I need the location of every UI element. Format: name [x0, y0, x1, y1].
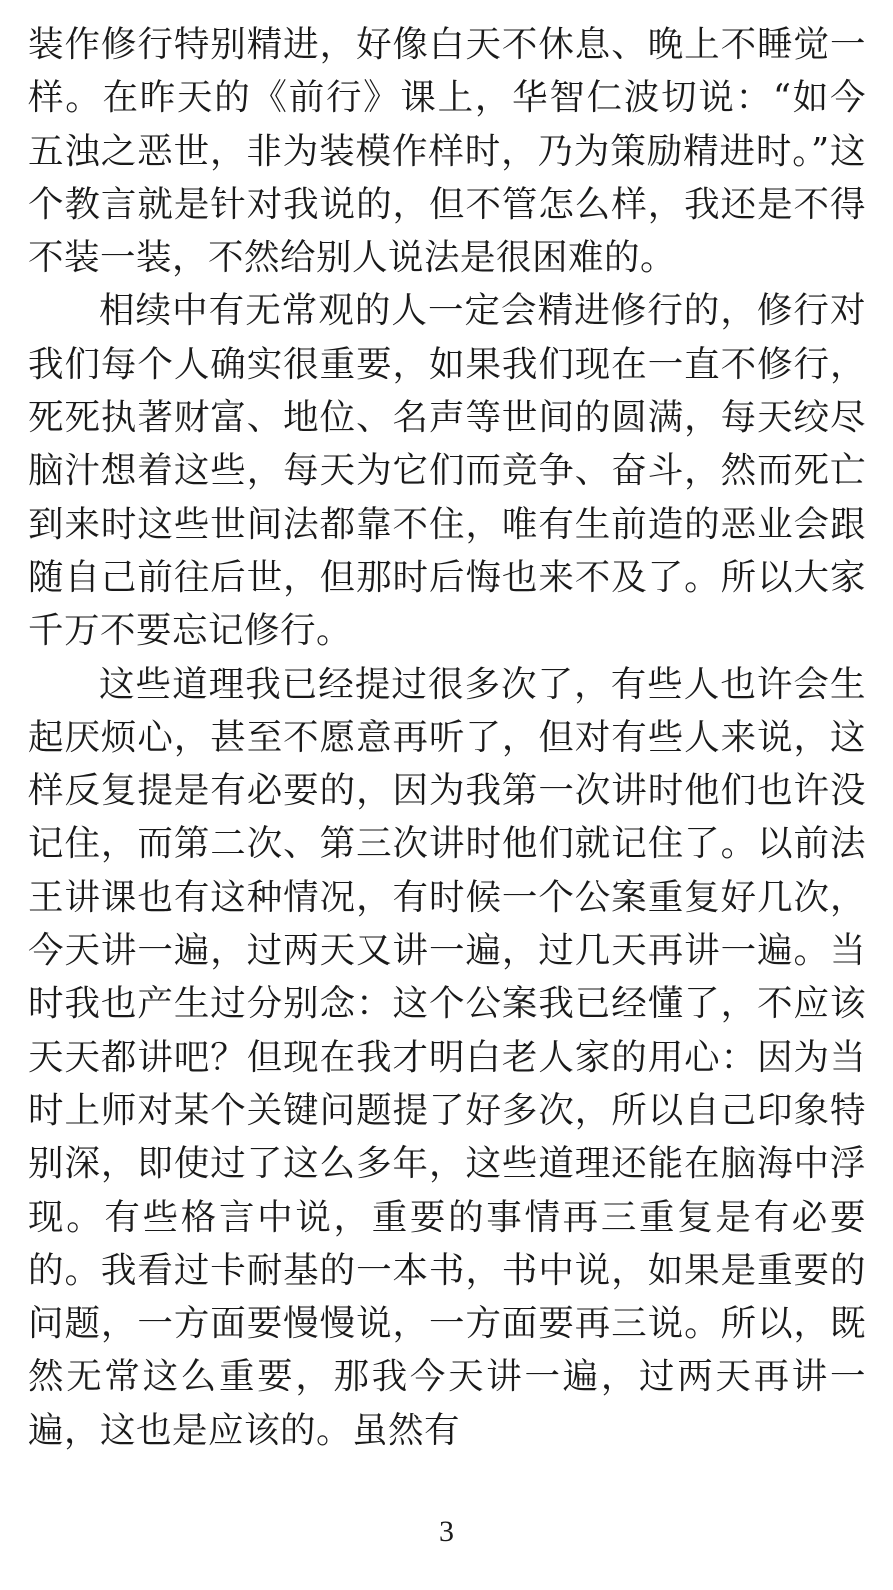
paragraph-3: 这些道理我已经提过很多次了，有些人也许会生起厌烦心，甚至不愿意再听了，但对有些人来说，这样反复提是有必要的，因为我第一次讲时他们也许没记住，而第二次、第三次讲时他们就记住了。以前法王讲课也有这种情况，有时候一个公案重复好几次，今天讲一遍，过两天又讲一遍，过几天再讲一遍。当时我也产生过分别念：这个公案我已经懂了，不应该天天都讲吧？但现在我才明白老人家的用心：因为当时上师对某个关键问题提了好多次，所以自己印象特别深，即使过了这么多年，这些道理还能在脑海中浮现。有些格言中说，重要的事情再三重复是有必要的。我看过卡耐基的一本书，书中说，如果是重要的问题，一方面要慢慢说，一方面要再三说。所以，既然无常这么重要，那我今天讲一遍，过两天再讲一遍，这也是应该的。虽然有 [28, 663, 866, 1451]
body-text [28, 18, 866, 1457]
paragraph-1: 装作修行特别精进，好像白天不休息、晚上不睡觉一样。在昨天的《前行》课上，华智仁波切说：“如今五浊之恶世，非为装模作样时，乃为策励精进时。”这个教言就是针对我说的，但不管怎么样，我还是不得不装一装，不然给别人说法是很困难的。 [28, 24, 866, 279]
paragraph-2: 相续中有无常观的人一定会精进修行的，修行对我们每个人确实很重要，如果我们现在一直不修行，死死执著财富、地位、名声等世间的圆满，每天绞尽脑汁想着这些，每天为它们而竞争、奋斗，然而死亡到来时这些世间法都靠不住，唯有生前造的恶业会跟随自己前往后世，但那时后悔也来不及了。所以大家千万不要忘记修行。 [28, 290, 866, 652]
page-number: 3 [439, 1515, 454, 1548]
